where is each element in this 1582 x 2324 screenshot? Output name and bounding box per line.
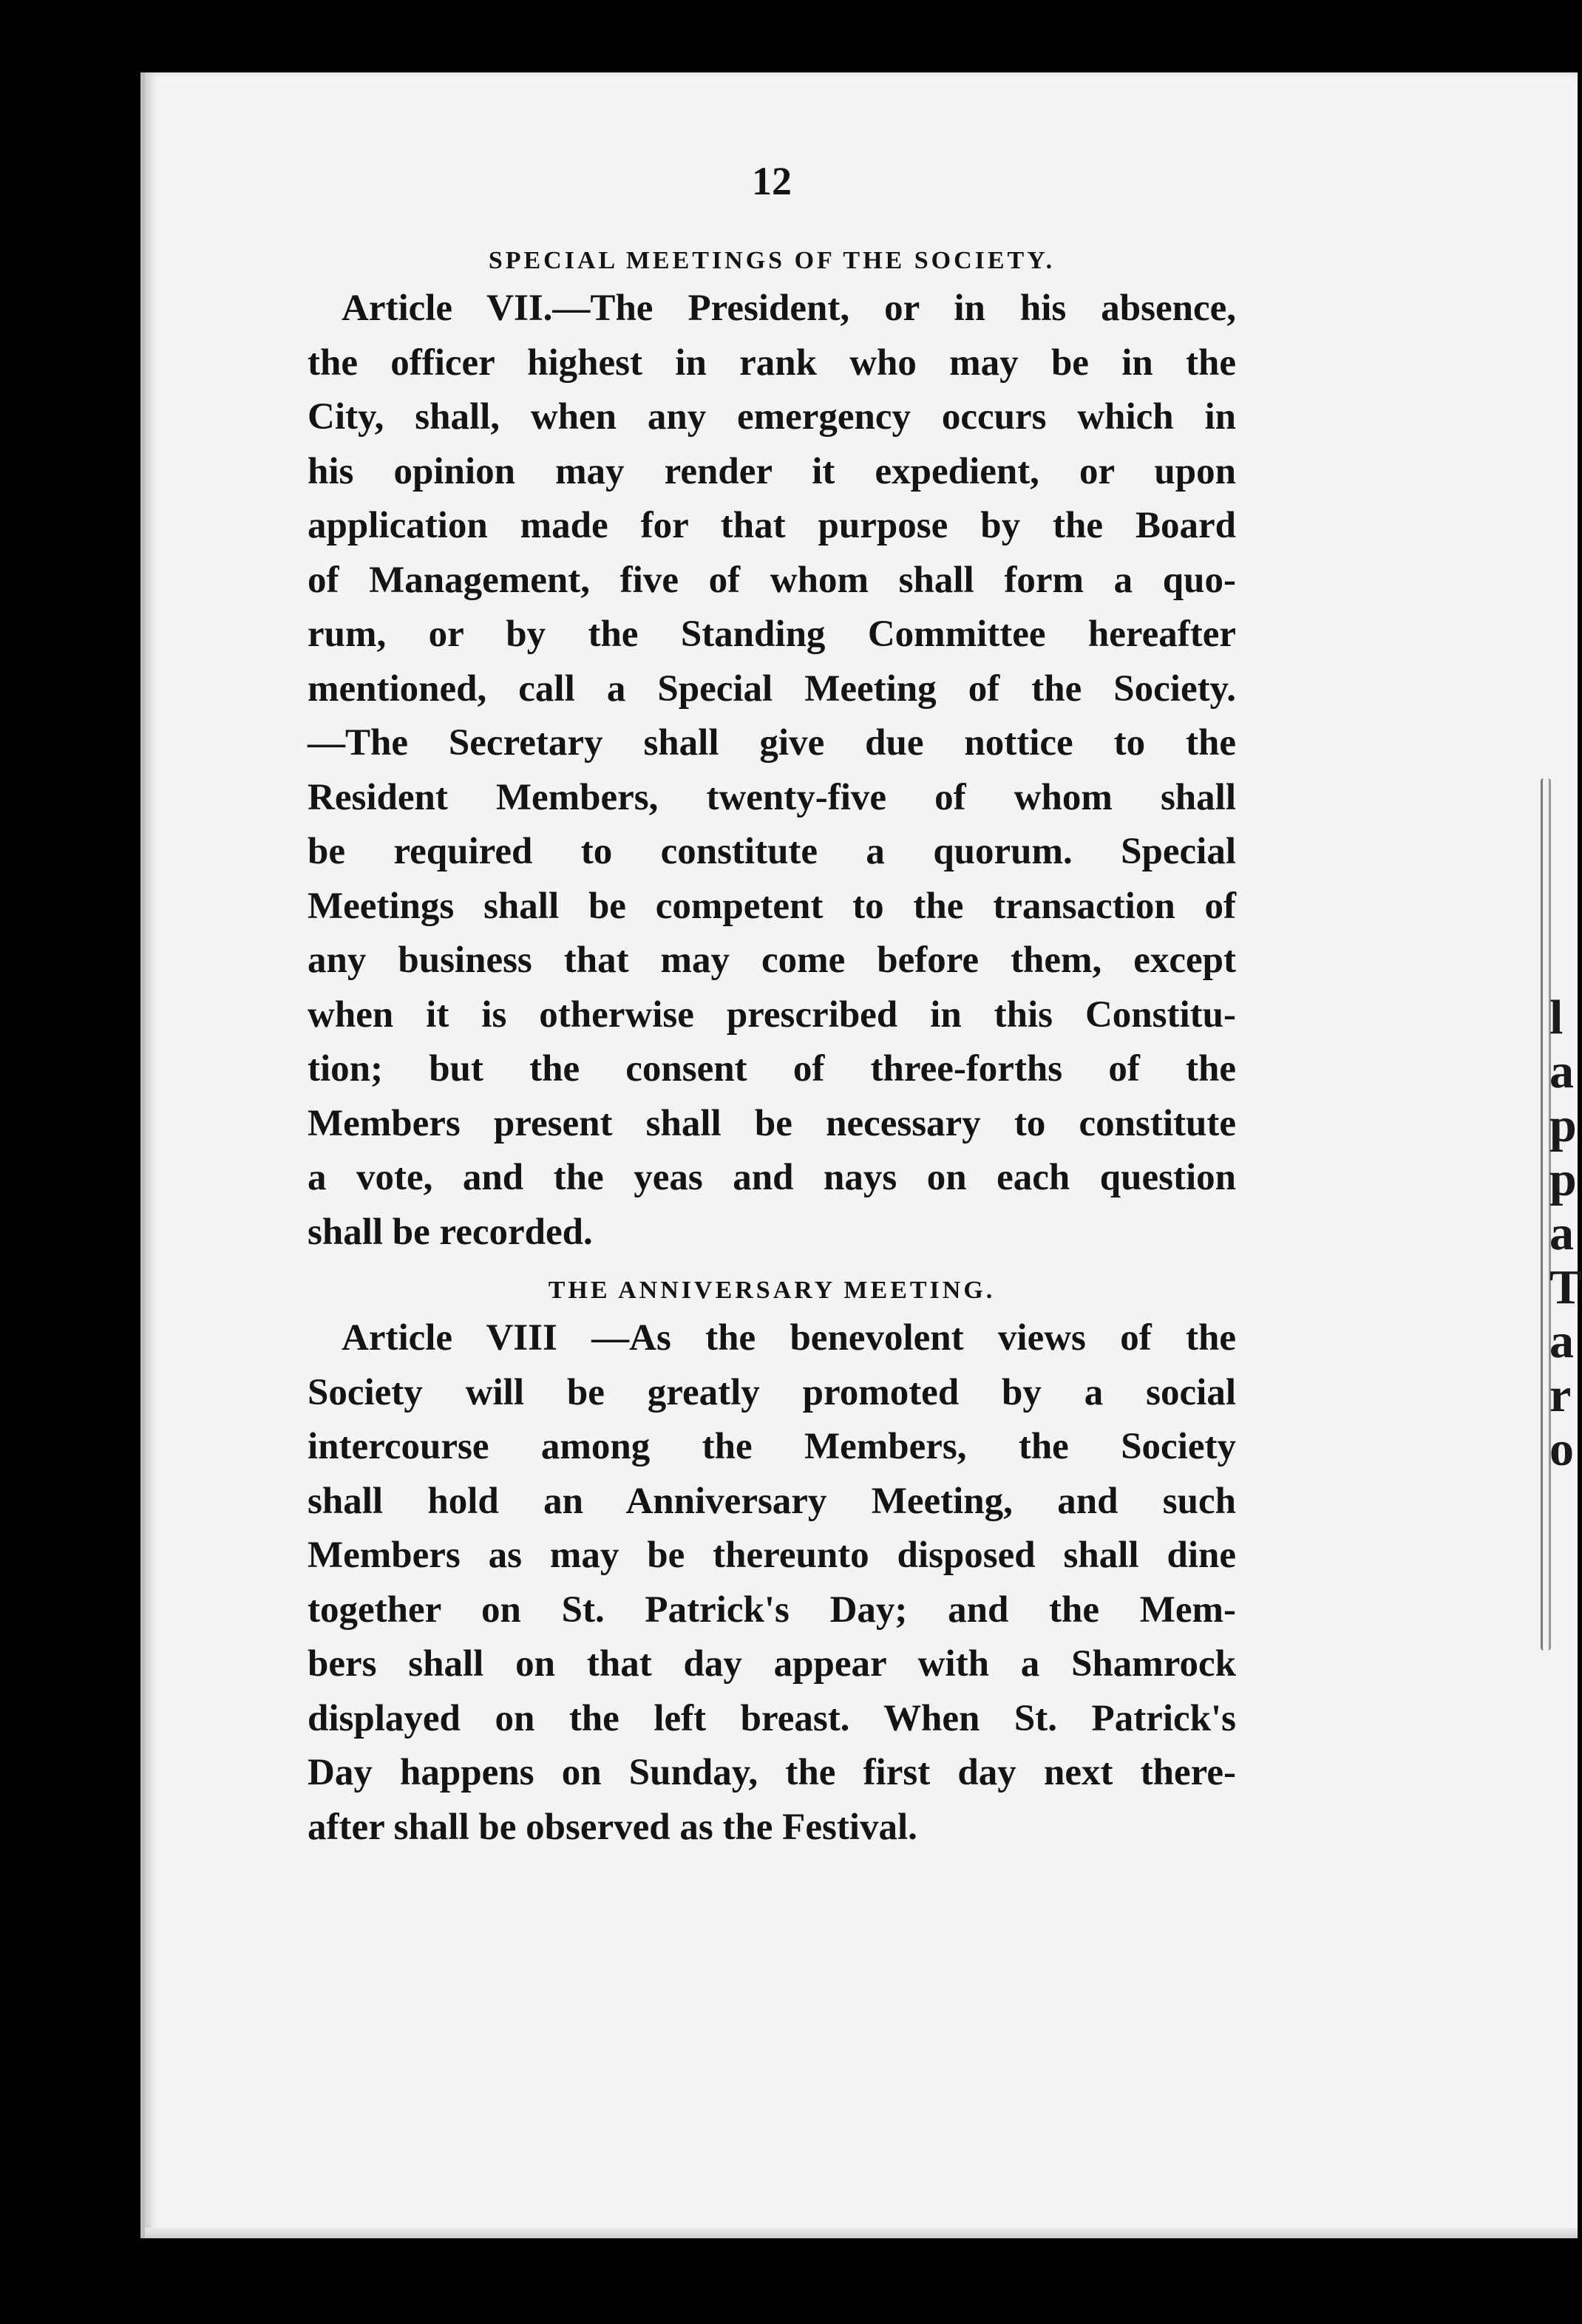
text-line: application made for that purpose by the Board — [308, 505, 1236, 546]
page-number: 12 — [752, 159, 792, 203]
fragment-letter: T — [1549, 1260, 1582, 1314]
text-line: a vote, and the yeas and nays on each question — [308, 1157, 1236, 1198]
text-line: Resident Members, twenty-five of whom shall — [308, 776, 1236, 818]
text-line: shall hold an Anniversary Meeting, and such — [308, 1480, 1236, 1522]
text-line: Society will be greatly promoted by a social — [308, 1371, 1236, 1413]
text-line: —The Secretary shall give due nottice to the — [308, 722, 1236, 764]
fragment-letter: a — [1549, 1206, 1574, 1260]
fragment-letter: o — [1549, 1422, 1574, 1476]
fragment-letter: p — [1549, 1152, 1577, 1206]
text-line: Article VII.—The President, or in his absence, — [342, 288, 1236, 329]
text-line: of Management, five of whom shall form a quo- — [308, 559, 1236, 601]
text-line: Article VIII —As the benevolent views of the — [342, 1317, 1236, 1359]
text-line: intercourse among the Members, the Society — [308, 1426, 1236, 1467]
text-line: the officer highest in rank who may be in the — [308, 342, 1236, 384]
article-viii — [308, 1311, 1236, 1855]
section-heading: SPECIAL MEETINGS OF THE SOCIETY. — [488, 247, 1056, 274]
page-text — [308, 152, 1236, 1855]
text-line: mentioned, call a Special Meeting of the Society. — [308, 667, 1236, 710]
text-line: displayed on the left breast. When St. Patrick's — [308, 1697, 1236, 1739]
text-line: be required to constitute a quorum. Special — [308, 831, 1236, 872]
text-line: Day happens on Sunday, the first day next there- — [308, 1752, 1236, 1793]
text-line: shall be recorded. — [308, 1211, 593, 1253]
text-line: any business that may come before them, except — [308, 940, 1236, 981]
text-line: rum, or by the Standing Committee hereafter — [308, 614, 1236, 655]
text-line: when it is otherwise prescribed in this Constitu- — [308, 993, 1236, 1036]
text-line: City, shall, when any emergency occurs which in — [308, 396, 1236, 438]
text-line: Meetings shall be competent to the transaction of — [308, 885, 1236, 927]
article-vii — [308, 282, 1236, 1260]
text-line: together on St. Patrick's Day; and the Mem- — [308, 1589, 1236, 1631]
fragment-letter: p — [1549, 1098, 1577, 1152]
text-line: Members as may be thereunto disposed shall dine — [308, 1535, 1236, 1576]
fragment-letter: a — [1549, 1044, 1574, 1098]
text-line: Members present shall be necessary to constitute — [308, 1102, 1236, 1144]
fragment-letter: l — [1549, 991, 1564, 1044]
text-line: bers shall on that day appear with a Shamrock — [308, 1643, 1236, 1685]
fragment-letter: r — [1549, 1368, 1572, 1422]
fragment-letter: a — [1549, 1314, 1574, 1368]
text-line: after shall be observed as the Festival. — [308, 1806, 917, 1848]
section-heading: THE ANNIVERSARY MEETING. — [548, 1277, 996, 1304]
text-line: tion; but the consent of three-forths of the — [308, 1048, 1236, 1090]
next-page-fragment — [1549, 991, 1582, 1937]
text-line: his opinion may render it expedient, or upon — [308, 450, 1236, 492]
